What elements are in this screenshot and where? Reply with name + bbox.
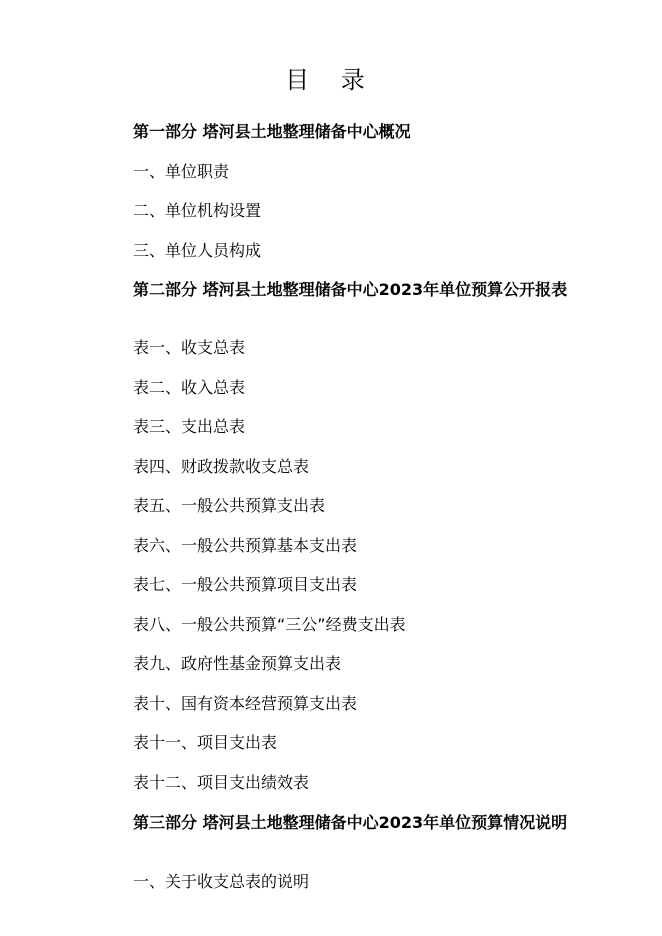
toc-item-table-9: 表九、政府性基金预算支出表	[133, 654, 342, 673]
toc-title: 目 录	[285, 66, 377, 94]
toc-item-table-5: 表五、一般公共预算支出表	[133, 496, 326, 515]
toc-item-unit-duties: 一、单位职责	[133, 162, 230, 181]
part3-heading: 第三部分 塔河县土地整理储备中心2023年单位预算情况说明	[133, 813, 568, 832]
toc-item-table-11: 表十一、项目支出表	[133, 733, 278, 752]
toc-item-table-10: 表十、国有资本经营预算支出表	[133, 694, 358, 713]
toc-item-table-6: 表六、一般公共预算基本支出表	[133, 536, 358, 555]
toc-item-table-4: 表四、财政拨款收支总表	[133, 457, 310, 476]
toc-item-unit-staff: 三、单位人员构成	[133, 241, 262, 260]
toc-item-unit-structure: 二、单位机构设置	[133, 201, 262, 220]
toc-item-table-2: 表二、收入总表	[133, 378, 246, 397]
toc-item-table-7: 表七、一般公共预算项目支出表	[133, 575, 358, 594]
part2-heading: 第二部分 塔河县土地整理储备中心2023年单位预算公开报表	[133, 280, 568, 299]
toc-item-summary-explanation: 一、关于收支总表的说明	[133, 872, 310, 891]
toc-item-table-3: 表三、支出总表	[133, 417, 246, 436]
toc-item-table-12: 表十二、项目支出绩效表	[133, 773, 310, 792]
part1-heading: 第一部分 塔河县土地整理储备中心概况	[133, 122, 411, 141]
toc-item-table-8: 表八、一般公共预算“三公”经费支出表	[133, 615, 406, 634]
toc-item-table-1: 表一、收支总表	[133, 338, 246, 357]
